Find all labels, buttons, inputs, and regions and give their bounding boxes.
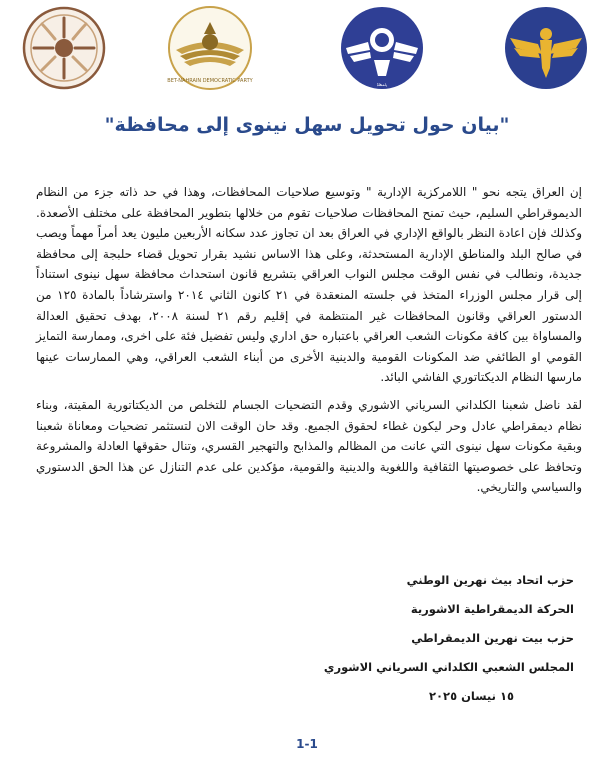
winged-disc-emblem-icon bbox=[338, 4, 426, 92]
paragraph: إن العراق يتجه نحو " اللامركزية الإدارية " وتوسيع صلاحيات المحافظات، وهذا في حد ذاته جزء من النظام الديموقراطي السليم، حيث تمنح المحافظات صلاحيات تقوم من خلالها بتطوير المحافظة على مختلف الأصعدة. وكذلك فإن اعادة النظر بالواقع الإداري في العراق بعد ان تجاوز عدد سكانه الأربعين مليون يعد أمراً مهماً ويصب في صالح البلد والمناطق الإدارية المستحدثة، وعلى هذا الاساس نشيد بقرار تحويل قضاء حلبجة إلى محافظة جديدة، ونطالب في نفس الوقت مجلس النواب العراقي بتشريع قانون استحداث محافظة سهل نينوى استناداً إلى قرار مجلس الوزراء المتخذ في جلسته المنعقدة في ٢١ كانون الثاني ٢٠١٤ واسترشاداً بالمادة ١٢٥ من الدستور العراقي وقانون المحافظات غير المنتظمة في إقليم رقم ٢١ لسنة ٢٠٠٨، بهدف تحقيق العدالة والمساواة بين كافة مكونات الشعب العراقي باعتباره حق اداري وليس تفضيل فئة على اخرى، وممارسة التمايز القومي او الطائفي ضد المكونات القومية والدينية الأخرى من أبناء الشعب العراقي، وهي الممارسات عينها مارسها النظام الديكتاتوري الفاشي البائد. bbox=[36, 185, 583, 385]
assyrian-star-emblem-icon bbox=[20, 4, 108, 92]
statement-body bbox=[36, 182, 582, 498]
signatories-list bbox=[274, 566, 574, 711]
signatory: حزب اتحاد بيث نهرين الوطني bbox=[406, 573, 574, 587]
signatory: الحركة الديمقراطية الاشورية bbox=[410, 602, 574, 616]
logos-row bbox=[0, 0, 614, 100]
paragraph: لقد ناضل شعبنا الكلداني السرياني الاشوري وقدم التضحيات الجسام للتخلص من الديكتاتورية المقيتة، وبناء نظام ديمقراطي عادل وحر ليكون غطاء لحقوق الجميع. وقد حان الوقت الان لتستثمر تضحيات ومعاناة شعبنا وبقية مكونات سهل نينوى التي عانت من المظالم والمذابح والتهجير القسري، وتنال حقوقها العادلة والمشروعة وتحافظ على خصوصيتها الثقافية واللغوية والدينية والقومية، مؤكدين على عدم التنازل عن هذا الحق الدستوري والسياسي والتاريخي. bbox=[36, 397, 582, 495]
bet-nahrain-democratic-party-emblem-icon bbox=[166, 4, 254, 92]
page-number: 1-1 bbox=[296, 737, 318, 751]
signatory: حزب بيت نهرين الديمقراطي bbox=[411, 631, 574, 645]
svg-text:ܓܢܣܐ: ܓܢܣܐ bbox=[376, 82, 388, 88]
svg-text:BET-NAHRAIN DEMOCRATIC PARTY: BET-NAHRAIN DEMOCRATIC PARTY bbox=[167, 78, 253, 84]
statement-date: ١٥ نيسان ٢٠٢٥ bbox=[429, 689, 514, 703]
signatory: المجلس الشعبي الكلداني السرياني الاشوري bbox=[323, 660, 574, 674]
winged-figure-emblem-icon bbox=[502, 4, 590, 92]
statement-title: "بيان حول تحويل سهل نينوى إلى محافظة" bbox=[104, 114, 510, 136]
